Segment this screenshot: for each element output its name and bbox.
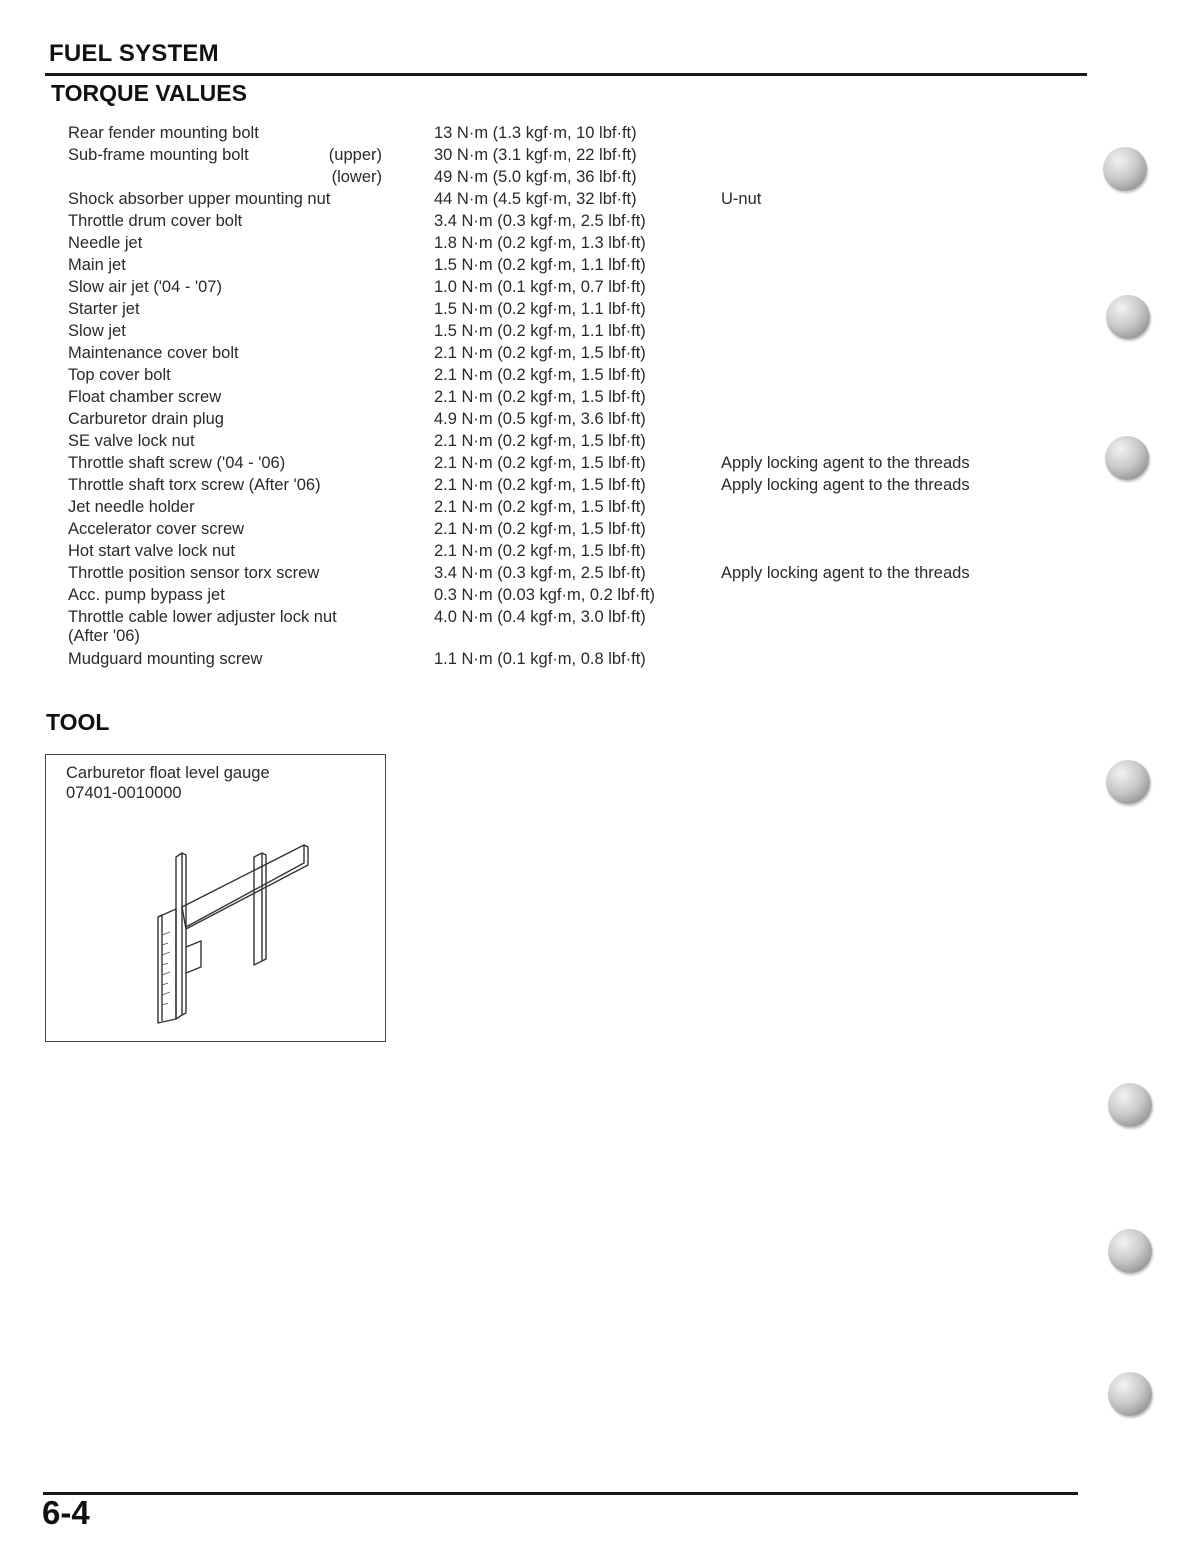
torque-item: Acc. pump bypass jet (68, 586, 225, 604)
torque-item: Sub-frame mounting bolt (68, 146, 249, 164)
torque-value: 44 N·m (4.5 kgf·m, 32 lbf·ft) (434, 190, 637, 208)
tool-name: Carburetor float level gauge (66, 764, 270, 782)
torque-row (68, 496, 1068, 518)
torque-item: Shock absorber upper mounting nut (68, 190, 331, 208)
torque-item: Accelerator cover screw (68, 520, 245, 538)
torque-item: Hot start valve lock nut (68, 542, 235, 560)
torque-value: 2.1 N·m (0.2 kgf·m, 1.5 lbf·ft) (434, 388, 646, 406)
binder-hole (1103, 147, 1147, 191)
torque-value: 3.4 N·m (0.3 kgf·m, 2.5 lbf·ft) (434, 564, 646, 582)
torque-value: 2.1 N·m (0.2 kgf·m, 1.5 lbf·ft) (434, 432, 646, 450)
torque-value: 1.5 N·m (0.2 kgf·m, 1.1 lbf·ft) (434, 300, 646, 318)
torque-row (68, 430, 1068, 452)
torque-item: Throttle shaft screw ('04 - '06) (68, 454, 286, 472)
torque-values-heading: TORQUE VALUES (51, 80, 247, 106)
section-title: FUEL SYSTEM (49, 40, 219, 67)
torque-remark: U-nut (721, 190, 762, 208)
float-level-gauge-drawing-icon (146, 837, 326, 1027)
torque-value: 2.1 N·m (0.2 kgf·m, 1.5 lbf·ft) (434, 542, 646, 560)
torque-row (68, 562, 1068, 584)
header-rule (45, 73, 1087, 76)
torque-value: 30 N·m (3.1 kgf·m, 22 lbf·ft) (434, 146, 637, 164)
binder-hole (1105, 436, 1149, 480)
torque-item: Throttle cable lower adjuster lock nut (After '06) (68, 608, 337, 645)
torque-item: Rear fender mounting bolt (68, 124, 259, 142)
torque-item: Throttle position sensor torx screw (68, 564, 320, 582)
torque-item: Top cover bolt (68, 366, 171, 384)
torque-item: Mudguard mounting screw (68, 650, 263, 668)
binder-hole (1106, 760, 1150, 804)
torque-row (68, 518, 1068, 540)
torque-item: Slow air jet ('04 - '07) (68, 278, 222, 296)
torque-row (68, 122, 1068, 144)
tool-part-number: 07401-0010000 (66, 784, 182, 802)
torque-row (68, 364, 1068, 386)
torque-row (68, 298, 1068, 320)
torque-row (68, 188, 1068, 210)
torque-row (68, 606, 1068, 648)
torque-value: 2.1 N·m (0.2 kgf·m, 1.5 lbf·ft) (434, 344, 646, 362)
torque-remark: Apply locking agent to the threads (721, 564, 970, 582)
torque-item: SE valve lock nut (68, 432, 195, 450)
torque-row (68, 648, 1068, 670)
torque-value: 2.1 N·m (0.2 kgf·m, 1.5 lbf·ft) (434, 366, 646, 384)
torque-value: 2.1 N·m (0.2 kgf·m, 1.5 lbf·ft) (434, 454, 646, 472)
torque-remark: Apply locking agent to the threads (721, 476, 970, 494)
torque-item: Throttle shaft torx screw (After '06) (68, 476, 321, 494)
torque-row (68, 452, 1068, 474)
binder-hole (1108, 1083, 1152, 1127)
torque-value: 1.0 N·m (0.1 kgf·m, 0.7 lbf·ft) (434, 278, 646, 296)
footer-rule (43, 1492, 1078, 1495)
torque-item: Slow jet (68, 322, 126, 340)
torque-item: Float chamber screw (68, 388, 222, 406)
torque-row (68, 584, 1068, 606)
torque-row (68, 166, 1068, 188)
torque-item: Throttle drum cover bolt (68, 212, 243, 230)
page-number: 6-4 (42, 1494, 90, 1531)
torque-value: 3.4 N·m (0.3 kgf·m, 2.5 lbf·ft) (434, 212, 646, 230)
torque-item: Carburetor drain plug (68, 410, 224, 428)
torque-row (68, 408, 1068, 430)
torque-value: 2.1 N·m (0.2 kgf·m, 1.5 lbf·ft) (434, 520, 646, 538)
torque-value: 4.9 N·m (0.5 kgf·m, 3.6 lbf·ft) (434, 410, 646, 428)
torque-values-table (68, 122, 1068, 670)
torque-row (68, 210, 1068, 232)
torque-value: 0.3 N·m (0.03 kgf·m, 0.2 lbf·ft) (434, 586, 655, 604)
torque-value: 1.1 N·m (0.1 kgf·m, 0.8 lbf·ft) (434, 650, 646, 668)
torque-value: 1.5 N·m (0.2 kgf·m, 1.1 lbf·ft) (434, 256, 646, 274)
binder-hole (1108, 1372, 1152, 1416)
torque-item: Main jet (68, 256, 126, 274)
torque-value: 2.1 N·m (0.2 kgf·m, 1.5 lbf·ft) (434, 476, 646, 494)
torque-item: Starter jet (68, 300, 140, 318)
torque-row (68, 342, 1068, 364)
torque-qualifier: (lower) (331, 168, 382, 186)
torque-value: 1.8 N·m (0.2 kgf·m, 1.3 lbf·ft) (434, 234, 646, 252)
torque-row (68, 474, 1068, 496)
torque-row (68, 540, 1068, 562)
torque-row (68, 232, 1068, 254)
binder-hole (1106, 295, 1150, 339)
tool-heading: TOOL (46, 709, 110, 735)
torque-remark: Apply locking agent to the threads (721, 454, 970, 472)
torque-item: Needle jet (68, 234, 143, 252)
torque-row (68, 320, 1068, 342)
torque-value: 13 N·m (1.3 kgf·m, 10 lbf·ft) (434, 124, 637, 142)
torque-qualifier: (upper) (328, 146, 382, 164)
torque-item: Maintenance cover bolt (68, 344, 239, 362)
torque-item: Jet needle holder (68, 498, 195, 516)
tool-box (45, 754, 386, 1042)
binder-hole (1108, 1229, 1152, 1273)
torque-value: 49 N·m (5.0 kgf·m, 36 lbf·ft) (434, 168, 637, 186)
torque-value: 2.1 N·m (0.2 kgf·m, 1.5 lbf·ft) (434, 498, 646, 516)
torque-value: 4.0 N·m (0.4 kgf·m, 3.0 lbf·ft) (434, 608, 646, 626)
torque-row (68, 276, 1068, 298)
torque-row (68, 254, 1068, 276)
torque-row (68, 386, 1068, 408)
torque-row (68, 144, 1068, 166)
torque-value: 1.5 N·m (0.2 kgf·m, 1.1 lbf·ft) (434, 322, 646, 340)
